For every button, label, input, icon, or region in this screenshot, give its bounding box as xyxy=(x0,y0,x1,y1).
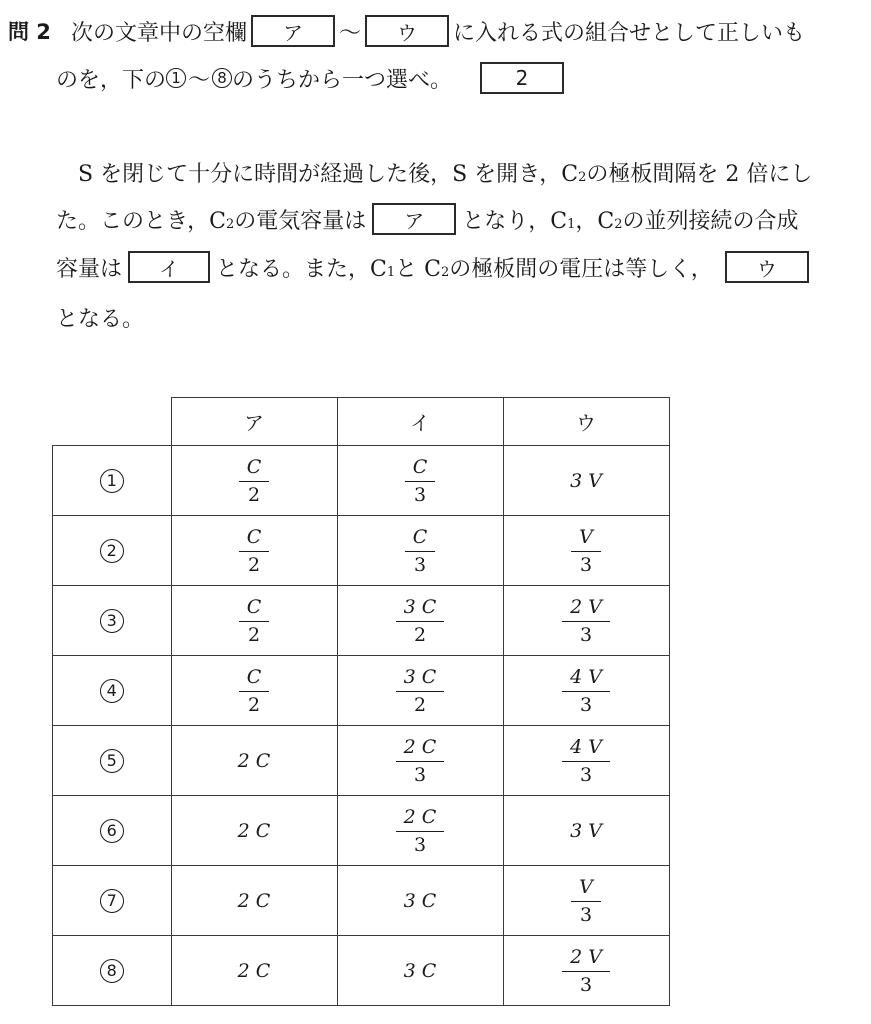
cell-a xyxy=(171,516,337,586)
cell-u xyxy=(503,726,669,796)
header-i: イ xyxy=(337,398,503,446)
fraction xyxy=(562,596,610,646)
fraction-denominator: 3 xyxy=(413,763,427,786)
question-text-cont: に入れる式の組合せとして正しいも xyxy=(452,20,805,46)
question-line-2 xyxy=(56,60,564,96)
table-row xyxy=(53,656,670,726)
option-number: 5 xyxy=(100,749,124,773)
cell-i xyxy=(337,656,503,726)
cell-u xyxy=(503,516,669,586)
cell-u xyxy=(503,656,669,726)
fraction-numerator: 2 C xyxy=(396,736,445,762)
fraction xyxy=(396,596,445,646)
fraction-numerator: 4 V xyxy=(562,736,610,762)
option-number-cell xyxy=(53,446,172,516)
option-number-cell xyxy=(53,586,172,656)
option-number-cell xyxy=(53,656,172,726)
fraction-denominator: 2 xyxy=(247,623,261,646)
range-tilde: ～ xyxy=(188,67,211,93)
fraction-denominator: 3 xyxy=(413,483,427,506)
fraction xyxy=(396,736,445,786)
option-number-cell xyxy=(53,726,172,796)
cell-i xyxy=(337,586,503,656)
option-number-cell xyxy=(53,516,172,586)
passage-text: となり，C xyxy=(462,208,568,234)
fraction-numerator: C xyxy=(239,456,270,482)
passage-line-1 xyxy=(78,154,812,190)
fraction-denominator: 3 xyxy=(579,623,593,646)
fraction-denominator: 3 xyxy=(579,903,593,926)
subscript: 2 xyxy=(440,264,450,280)
table-row xyxy=(53,726,670,796)
fraction xyxy=(239,456,270,506)
table-row xyxy=(53,516,670,586)
passage-line-4 xyxy=(56,299,144,335)
subscript: 1 xyxy=(567,216,576,232)
passage-text: S を閉じて十分に時間が経過した後，S を開き，C xyxy=(78,161,579,187)
fraction-denominator: 2 xyxy=(413,623,427,646)
choice-range-start: 1 xyxy=(166,68,186,88)
table-row xyxy=(53,936,670,1006)
fraction-denominator: 3 xyxy=(579,693,593,716)
option-number: 2 xyxy=(100,539,124,563)
fraction xyxy=(396,666,445,716)
cell-u xyxy=(503,866,669,936)
fraction xyxy=(239,666,270,716)
header-u: ウ xyxy=(503,398,669,446)
cell-a xyxy=(171,726,337,796)
fraction-denominator: 2 xyxy=(413,693,427,716)
passage-line-3 xyxy=(56,249,809,285)
fraction-denominator: 2 xyxy=(247,693,261,716)
fraction xyxy=(562,736,610,786)
fraction-denominator: 3 xyxy=(413,553,427,576)
passage-text: の並列接続の合成 xyxy=(622,208,799,234)
table-row xyxy=(53,866,670,936)
fraction-denominator: 3 xyxy=(579,763,593,786)
cell-u xyxy=(503,936,669,1006)
fraction-denominator: 3 xyxy=(579,973,593,996)
expression: 3 V xyxy=(570,469,602,492)
cell-a xyxy=(171,866,337,936)
question-text-3: のうちから一つ選べ。 xyxy=(232,67,453,93)
expression: 3 V xyxy=(570,819,602,842)
fraction-numerator: C xyxy=(405,526,436,552)
option-number: 1 xyxy=(100,469,124,493)
option-number: 6 xyxy=(100,819,124,843)
fraction xyxy=(396,806,445,856)
fraction-numerator: V xyxy=(571,526,601,552)
subscript: 1 xyxy=(386,264,396,280)
cell-u xyxy=(503,446,669,516)
passage-text: ，C xyxy=(575,208,615,234)
fraction-denominator: 3 xyxy=(579,553,593,576)
fraction-numerator: C xyxy=(405,456,436,482)
cell-a xyxy=(171,796,337,866)
cell-u xyxy=(503,796,669,866)
blank-box-i-inline: イ xyxy=(128,251,210,283)
blank-box-c: ウ xyxy=(365,15,449,47)
answer-options-table xyxy=(52,397,670,1006)
table-row xyxy=(53,446,670,516)
cell-a xyxy=(171,936,337,1006)
expression: 2 C xyxy=(237,749,271,772)
expression: 3 C xyxy=(403,889,437,912)
blank-box-a-inline: ア xyxy=(372,203,456,235)
blank-box-a: ア xyxy=(251,15,335,47)
fraction-numerator: C xyxy=(239,526,270,552)
fraction-numerator: C xyxy=(239,666,270,692)
choice-range-end: 8 xyxy=(212,68,232,88)
fraction-numerator: 3 C xyxy=(396,596,445,622)
subscript: 2 xyxy=(614,216,623,232)
question-text-2: のを，下の xyxy=(56,67,167,93)
fraction xyxy=(405,526,436,576)
cell-a xyxy=(171,446,337,516)
fraction-denominator: 2 xyxy=(247,483,261,506)
cell-i xyxy=(337,726,503,796)
cell-i xyxy=(337,446,503,516)
question-line-1 xyxy=(8,13,805,49)
tilde: ～ xyxy=(338,20,361,46)
expression: 2 C xyxy=(237,959,271,982)
fraction xyxy=(571,526,601,576)
fraction xyxy=(562,666,610,716)
fraction-numerator: C xyxy=(239,596,270,622)
question-text: 次の文章中の空欄 xyxy=(70,20,247,46)
table-body xyxy=(53,446,670,1006)
answer-number-box: 2 xyxy=(480,62,564,94)
passage-text: となる。また，C xyxy=(216,256,387,282)
header-a: ア xyxy=(171,398,337,446)
fraction-numerator: 2 V xyxy=(562,946,610,972)
subscript: 2 xyxy=(578,169,587,185)
fraction xyxy=(239,526,270,576)
expression: 2 C xyxy=(237,819,271,842)
cell-i xyxy=(337,516,503,586)
passage-text: と C xyxy=(395,256,441,282)
blank-box-u-inline: ウ xyxy=(725,251,809,283)
fraction-denominator: 2 xyxy=(247,553,261,576)
option-number: 8 xyxy=(100,959,124,983)
table-row xyxy=(53,796,670,866)
option-number-cell xyxy=(53,866,172,936)
header-blank-cell xyxy=(53,398,172,446)
fraction-denominator: 3 xyxy=(413,833,427,856)
passage-text: 容量は xyxy=(56,256,123,282)
passage-text: となる。 xyxy=(56,306,145,332)
cell-i xyxy=(337,796,503,866)
passage-line-2 xyxy=(56,201,799,237)
table-header-row xyxy=(53,398,670,446)
option-number-cell xyxy=(53,936,172,1006)
passage-text: た。このとき，C xyxy=(56,208,226,234)
passage-text: の極板間の電圧は等しく， xyxy=(449,256,713,282)
cell-i xyxy=(337,936,503,1006)
cell-i xyxy=(337,866,503,936)
cell-a xyxy=(171,656,337,726)
option-number: 7 xyxy=(100,889,124,913)
cell-u xyxy=(503,586,669,656)
fraction xyxy=(405,456,436,506)
option-number: 3 xyxy=(100,609,124,633)
fraction xyxy=(239,596,270,646)
option-number: 4 xyxy=(100,679,124,703)
passage-text: の電気容量は xyxy=(234,208,367,234)
fraction-numerator: 4 V xyxy=(562,666,610,692)
expression: 2 C xyxy=(237,889,271,912)
cell-a xyxy=(171,586,337,656)
fraction-numerator: V xyxy=(571,876,601,902)
fraction-numerator: 2 C xyxy=(396,806,445,832)
option-number-cell xyxy=(53,796,172,866)
fraction xyxy=(571,876,601,926)
fraction-numerator: 2 V xyxy=(562,596,610,622)
fraction xyxy=(562,946,610,996)
subscript: 2 xyxy=(225,216,235,232)
table-row xyxy=(53,586,670,656)
fraction-numerator: 3 C xyxy=(396,666,445,692)
passage-text: の極板間隔を 2 倍にし xyxy=(586,161,813,187)
question-number: 問 2 xyxy=(8,20,51,44)
expression: 3 C xyxy=(403,959,437,982)
